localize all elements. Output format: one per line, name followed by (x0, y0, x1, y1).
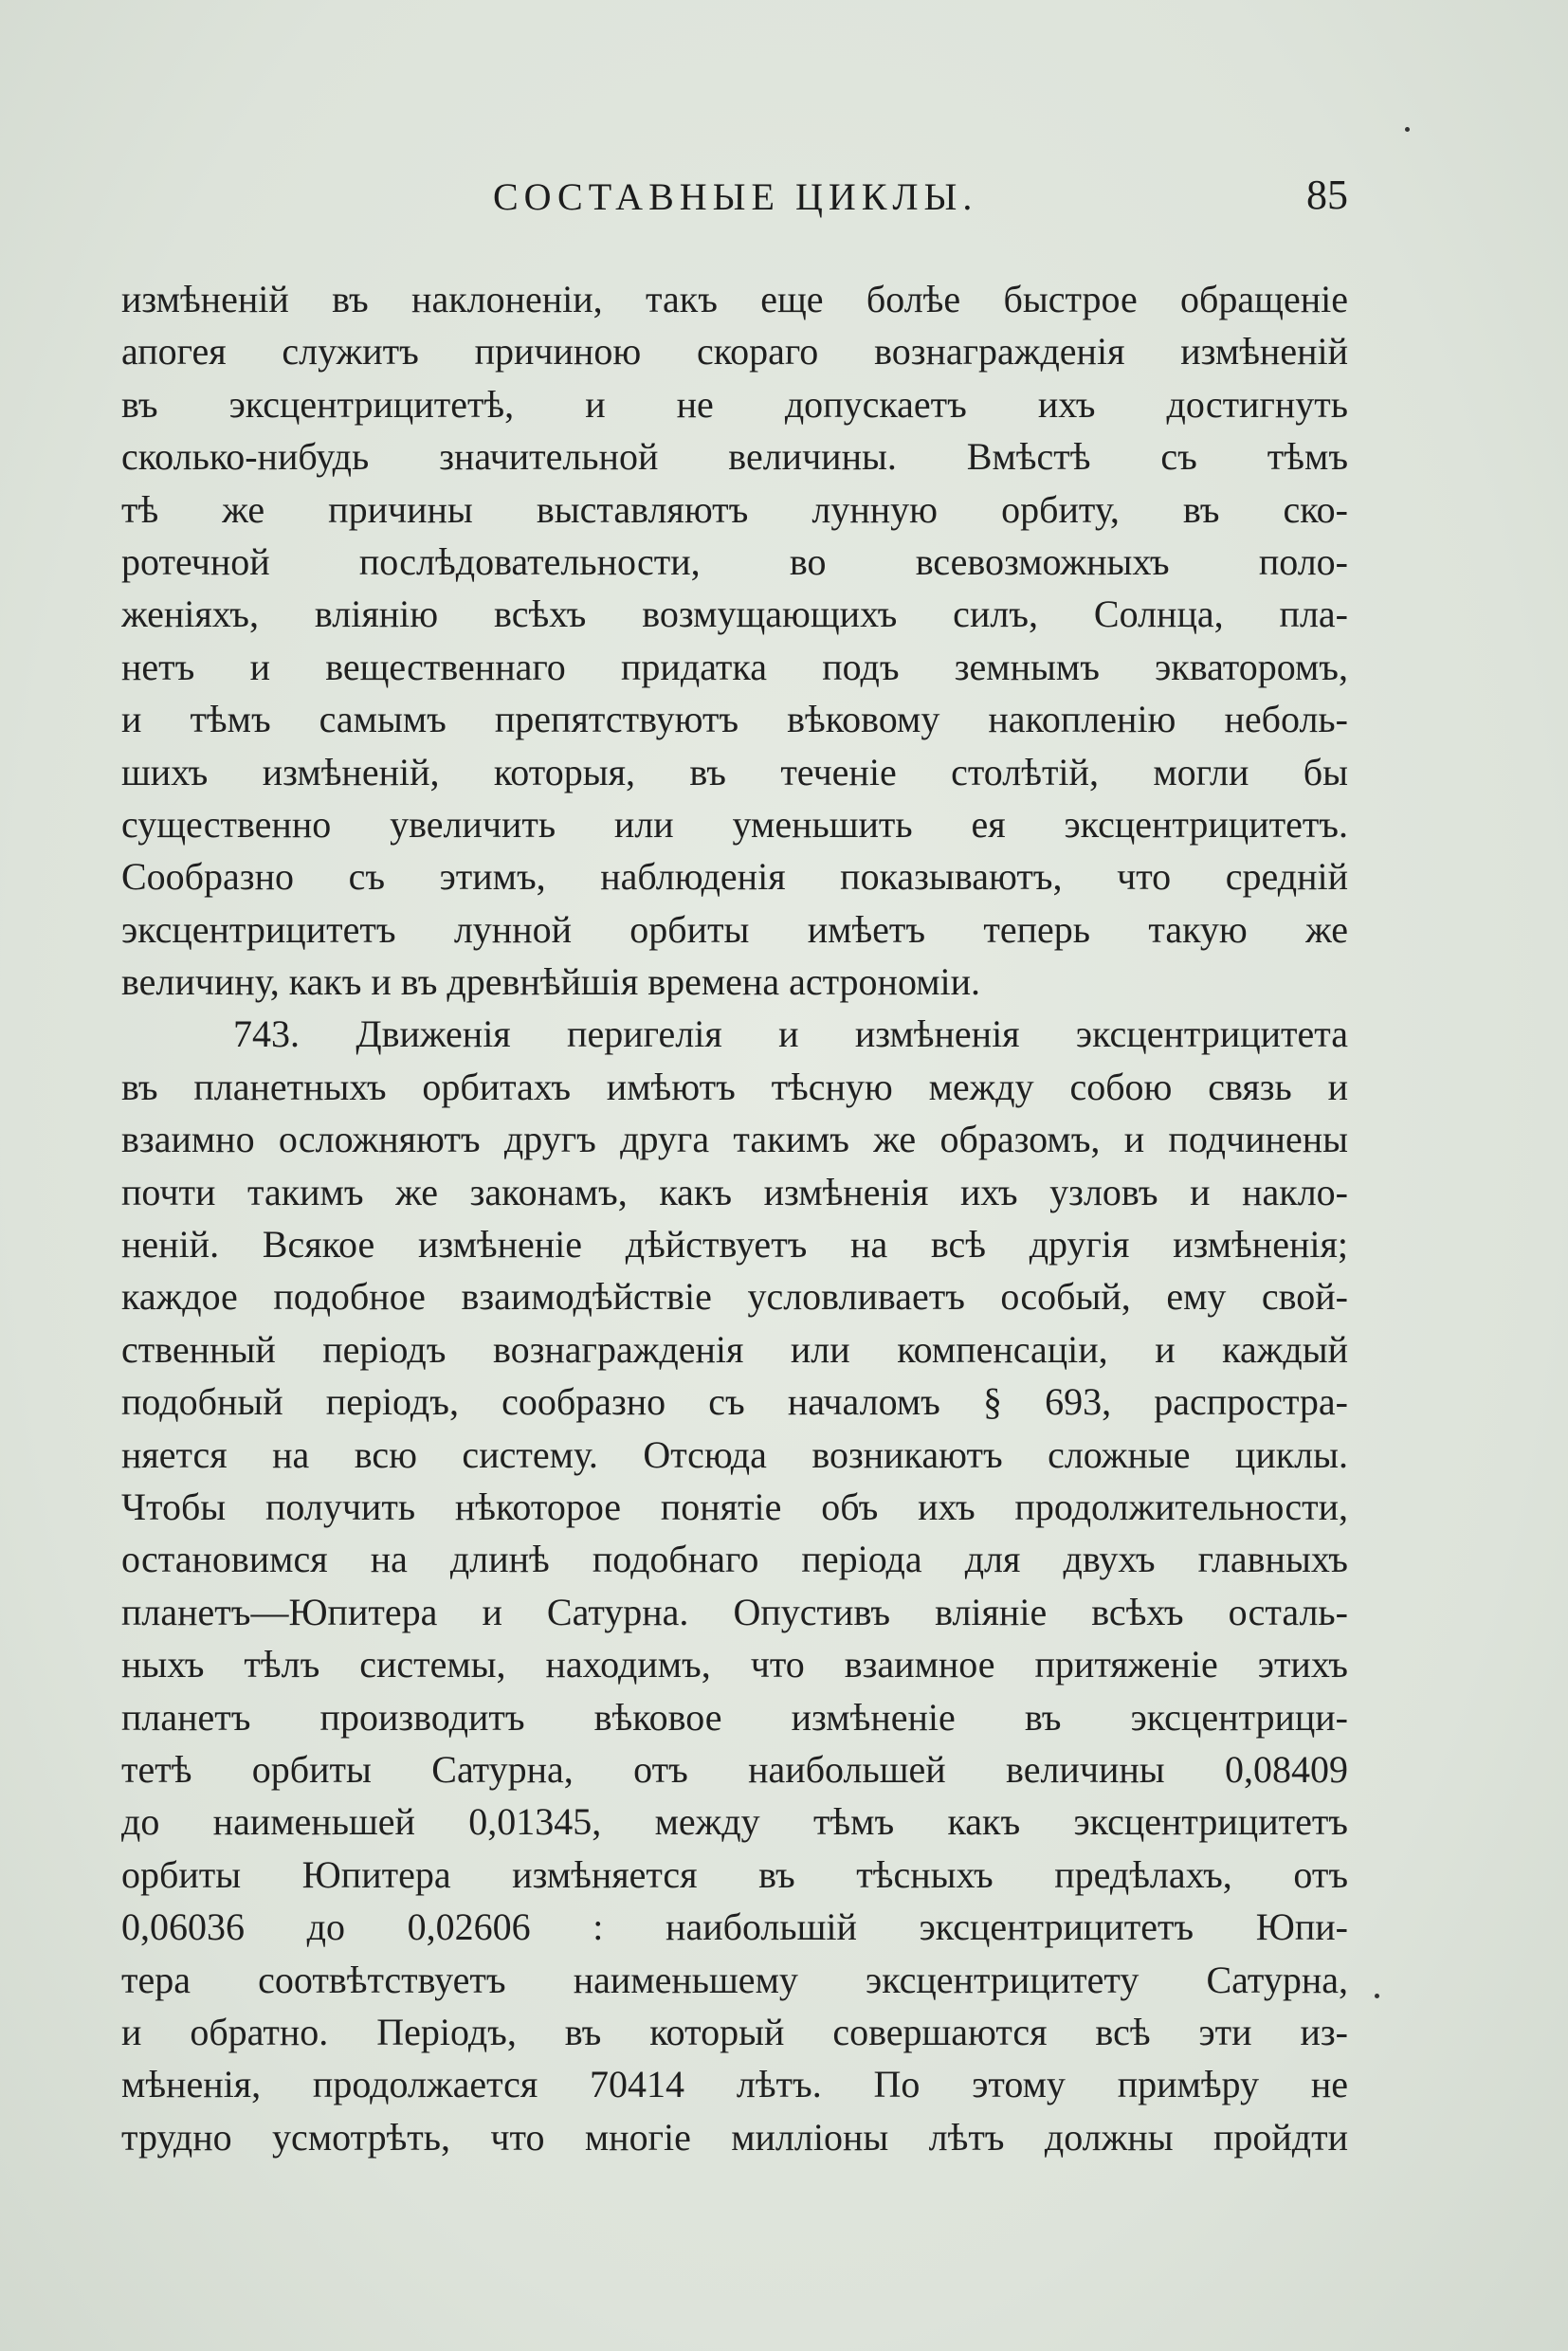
text-line: 0,06036 до 0,02606 : наибольшій эксцентрицитетъ Юпи- (121, 1905, 1348, 1949)
body-text (121, 273, 1348, 2163)
text-line: до наименьшей 0,01345, между тѣмъ какъ эксцентрицитетъ (121, 1800, 1348, 1844)
text-line: подобный періодъ, сообразно съ началомъ § 693, распростра- (121, 1380, 1348, 1424)
text-line: эксцентрицитетъ лунной орбиты имѣетъ теперь такую же (121, 907, 1348, 951)
text-line: няется на всю систему. Отсюда возникаютъ сложные циклы. (121, 1432, 1348, 1476)
text-line: мѣненія, продолжается 70414 лѣтъ. По этому примѣру не (121, 2063, 1348, 2106)
text-line: орбиты Юпитера измѣняется въ тѣсныхъ предѣлахъ, отъ (121, 1852, 1348, 1896)
text-line: тера соотвѣтствуетъ наименьшему эксцентрицитету Сатурна, (121, 1958, 1348, 2001)
text-line: ныхъ тѣлъ системы, находимъ, что взаимное притяженіе этихъ (121, 1643, 1348, 1686)
text-line: тетѣ орбиты Сатурна, отъ наибольшей величины 0,08409 (121, 1747, 1348, 1791)
page-header (121, 171, 1348, 228)
text-line: каждое подобное взаимодѣйствіе условливаетъ особый, ему свой- (121, 1275, 1348, 1319)
text-line: взаимно осложняютъ другъ друга такимъ же образомъ, и подчинены (121, 1118, 1348, 1161)
paper-speck (1405, 127, 1410, 132)
running-title: СОСТАВНЫЕ ЦИКЛЫ. (493, 175, 978, 218)
text-line: остановимся на длинѣ подобнаго періода для двухъ главныхъ (121, 1538, 1348, 1581)
text-line: и тѣмъ самымъ препятствуютъ вѣковому накопленію неболь- (121, 698, 1348, 741)
text-line: апогея служитъ причиною скораго вознагражденія измѣненій (121, 330, 1348, 374)
text-line: величину, какъ и въ древнѣйшія времена астрономіи. (121, 960, 981, 1004)
text-line: Сообразно съ этимъ, наблюденія показываютъ, что средній (121, 855, 1348, 899)
text-line: женіяхъ, вліянію всѣхъ возмущающихъ силъ, Солнца, пла- (121, 592, 1348, 636)
text-line: въ эксцентрицитетѣ, и не допускаетъ ихъ достигнуть (121, 382, 1348, 426)
text-line: ственный періодъ вознагражденія или компенсаціи, и каждый (121, 1327, 1348, 1371)
text-line: почти такимъ же законамъ, какъ измѣненія ихъ узловъ и накло- (121, 1170, 1348, 1213)
text-line: ротечной послѣдовательности, во всевозможныхъ поло- (121, 539, 1348, 583)
text-line: Чтобы получить нѣкоторое понятіе объ ихъ продолжительности, (121, 1485, 1348, 1528)
text-line: трудно усмотрѣть, что многіе милліоны лѣтъ должны пройдти (121, 2115, 1348, 2159)
text-line: 743. Движенія перигелія и измѣненія эксцентрицитета (233, 1012, 1348, 1056)
text-line: сколько-нибудь значительной величины. Вмѣстѣ съ тѣмъ (121, 435, 1348, 479)
paper-speck (1375, 1994, 1379, 1998)
text-line: измѣненій въ наклоненіи, такъ еще болѣе быстрое обращеніе (121, 278, 1348, 320)
text-line: нетъ и вещественнаго придатка подъ земнымъ экваторомъ, (121, 645, 1348, 688)
text-line: неній. Всякое измѣненіе дѣйствуетъ на всѣ другія измѣненія; (121, 1223, 1348, 1267)
text-line: планетъ—Юпитера и Сатурна. Опустивъ вліяніе всѣхъ осталь- (121, 1590, 1348, 1633)
text-line: существенно увеличить или уменьшить ея эксцентрицитетъ. (121, 802, 1348, 846)
text-line: въ планетныхъ орбитахъ имѣютъ тѣсную между собою связь и (121, 1065, 1348, 1108)
text-line: тѣ же причины выставляютъ лунную орбиту, въ ско- (121, 487, 1348, 531)
text-line: и обратно. Періодъ, въ который совершаются всѣ эти из- (121, 2010, 1348, 2053)
text-line: планетъ производитъ вѣковое измѣненіе въ эксцентрици- (121, 1695, 1348, 1739)
page-number: 85 (1306, 172, 1348, 218)
text-line: шихъ измѣненій, которыя, въ теченіе столѣтій, могли бы (121, 750, 1348, 793)
